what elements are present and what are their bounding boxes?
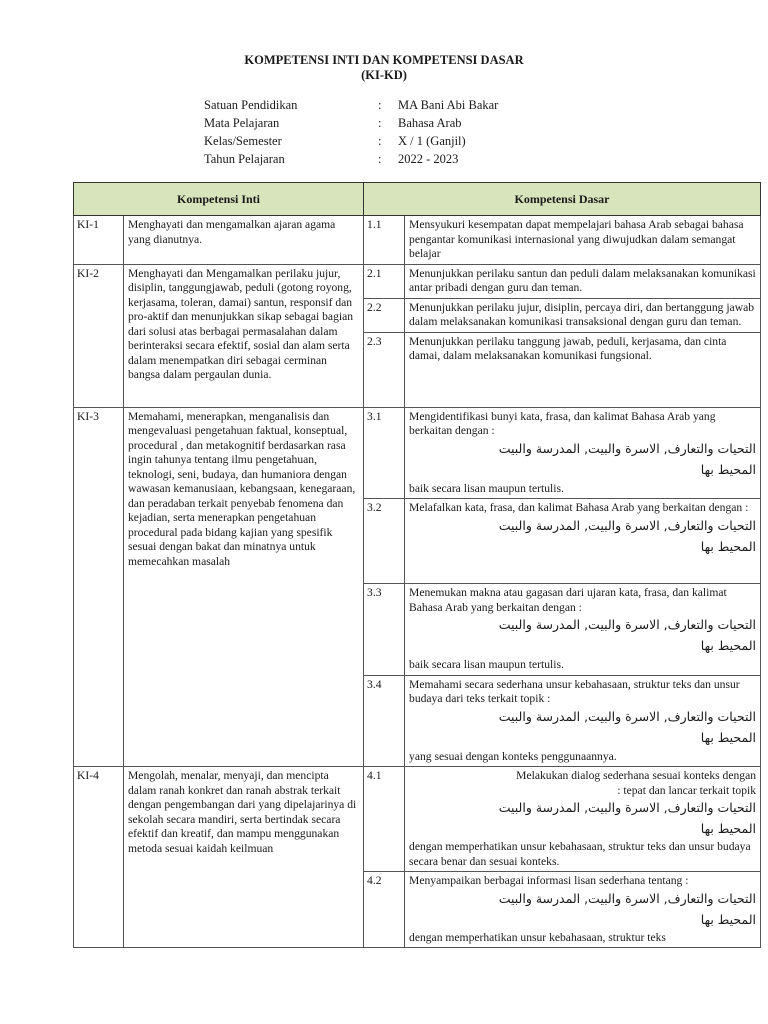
meta-colon: : xyxy=(378,98,382,112)
meta-colon: : xyxy=(378,152,382,166)
ki-code: KI-1 xyxy=(74,216,124,265)
ki-code: KI-2 xyxy=(74,264,124,407)
kd-code: 2.3 xyxy=(364,332,405,407)
kd-cell xyxy=(405,499,761,584)
meta-label: Satuan Pendidikan xyxy=(204,98,298,112)
kd-cell xyxy=(405,767,761,872)
kd-code: 2.1 xyxy=(364,264,405,298)
kd-code: 3.2 xyxy=(364,499,405,584)
kd-code: 3.4 xyxy=(364,675,405,767)
meta-label: Mata Pelajaran xyxy=(204,116,280,130)
kd-text: Melafalkan kata, frasa, dan kalimat Bahasa Arab yang berkaitan dengan : xyxy=(409,501,749,514)
kd-text: Menunjukkan perilaku santun dan peduli dalam melaksanakan komunikasi antar pribadi dengan guru dan teman. xyxy=(405,264,761,298)
kd-cell xyxy=(405,584,761,676)
table-header-row xyxy=(74,183,761,216)
table-row xyxy=(74,264,761,298)
meta-label: Tahun Pelajaran xyxy=(204,152,285,166)
meta-row-mapel xyxy=(204,116,604,134)
meta-block xyxy=(204,98,604,170)
arabic-topics-cont: المحيط بها xyxy=(700,911,757,927)
kd-text: Menyampaikan berbagai informasi lisan sederhana tentang : xyxy=(409,874,689,887)
meta-colon: : xyxy=(378,116,382,130)
document-subtitle: (KI-KD) xyxy=(361,68,407,82)
table-row xyxy=(74,767,761,872)
meta-value: MA Bani Abi Bakar xyxy=(398,98,499,112)
arabic-topics: التحيات والتعارف, الاسرة والبيت, المدرسة والبيت xyxy=(498,617,757,632)
arabic-topics: التحيات والتعارف, الاسرة والبيت, المدرسة والبيت xyxy=(498,800,757,815)
kd-code: 2.2 xyxy=(364,298,405,332)
arabic-topics-cont: المحيط بها xyxy=(700,821,757,836)
kd-text: Mensyukuri kesempatan dapat mempelajari bahasa Arab sebagai bahasa pengantar komunikasi internasional yang diwujudkan dalam semangat belajar xyxy=(405,216,761,265)
kd-code: 4.2 xyxy=(364,872,405,948)
kd-tail: dengan memperhatikan unsur kebahasaan, struktur teks xyxy=(409,930,666,944)
meta-value: Bahasa Arab xyxy=(398,116,462,130)
ki-code: KI-4 xyxy=(74,767,124,948)
kd-tail: yang sesuai dengan konteks penggunaannya. xyxy=(409,749,617,763)
kd-text: Menunjukkan perilaku jujur, disiplin, percaya diri, dan bertanggung jawab dalam melaksanakan komunikasi transaksional dengan guru dan teman. xyxy=(405,298,761,332)
arabic-topics-cont: المحيط بها xyxy=(700,461,757,477)
table-row xyxy=(74,216,761,265)
kd-tail: baik secara lisan maupun tertulis. xyxy=(409,658,564,671)
kd-text: Mengidentifikasi bunyi kata, frasa, dan kalimat Bahasa Arab yang berkaitan dengan : xyxy=(409,409,716,437)
ki-text: Memahami, menerapkan, menganalisis dan mengevaluasi pengetahuan faktual, konseptual, procedural , dan metakognitif berdasarkan rasa ingin tahunya tentang ilmu pengetahuan, teknologi, seni, budaya, dan humaniora dengan wawasan kemanusiaan, kebangsaan, kenegaraan, dan peradaban terkait penyebab fenomena dan kejadian, serta menerapkan pengetahuan procedural pada bidang kajian yang spesifik sesuai dengan bakat dan minatnya untuk memecahkan masalah xyxy=(124,407,364,767)
ki-text: Mengolah, menalar, menyaji, dan mencipta dalam ranah konkret dan ranah abstrak terkait dengan pengembangan dari yang dipelajarinya di sekolah secara mandiri, serta bertindak secara efektif dan kreatif, dan mampu menggunakan metoda sesuai kaidah keilmuan xyxy=(124,767,364,948)
kd-code: 3.3 xyxy=(364,584,405,676)
ki-code: KI-3 xyxy=(74,407,124,767)
arabic-topics: التحيات والتعارف, الاسرة والبيت, المدرسة والبيت xyxy=(498,440,757,456)
ki-kd-table xyxy=(73,182,761,948)
kd-tail: baik secara lisan maupun tertulis. xyxy=(409,481,564,495)
kd-text: Melakukan dialog sederhana sesuai konteks dengan xyxy=(516,769,757,782)
meta-row-tahun xyxy=(204,152,604,170)
header-kompetensi-dasar: Kompetensi Dasar xyxy=(364,183,761,216)
arabic-topics: التحيات والتعارف, الاسرة والبيت, المدرسة والبيت xyxy=(498,890,757,906)
kd-text-cont: : tepat dan lancar terkait topik xyxy=(617,783,757,797)
meta-value: X / 1 (Ganjil) xyxy=(398,134,466,148)
meta-row-kelas xyxy=(204,134,604,152)
arabic-topics-cont: المحيط بها xyxy=(700,638,757,653)
kd-code: 1.1 xyxy=(364,216,405,265)
meta-label: Kelas/Semester xyxy=(204,134,282,148)
ki-text: Menghayati dan Mengamalkan perilaku jujur, disiplin, tanggungjawab, peduli (gotong royong, kerjasama, toleran, damai) santun, responsif dan pro-aktif dan menunjukkan sikap sebagai bagian dari solusi atas berbagai permasalahan dalam berinteraksi secara efektif, sosial dan alam serta dalam menempatkan diri sebagai cerminan bangsa dalam pergaulan dunia. xyxy=(124,264,364,407)
arabic-topics-cont: المحيط بها xyxy=(700,729,757,745)
kd-cell xyxy=(405,407,761,499)
ki-text: Menghayati dan mengamalkan ajaran agama yang dianutnya. xyxy=(124,216,364,265)
kd-tail: dengan memperhatikan unsur kebahasaan, struktur teks dan unsur budaya secara benar dan sesuai konteks. xyxy=(409,840,751,868)
kd-text: Menemukan makna atau gagasan dari ujaran kata, frasa, dan kalimat Bahasa Arab yang berkaitan dengan : xyxy=(409,586,727,614)
meta-colon: : xyxy=(378,134,382,148)
meta-value: 2022 - 2023 xyxy=(398,152,459,166)
table-row xyxy=(74,407,761,499)
document-title: KOMPETENSI INTI DAN KOMPETENSI DASAR xyxy=(244,53,524,67)
header-kompetensi-inti: Kompetensi Inti xyxy=(74,183,364,216)
kd-cell xyxy=(405,872,761,948)
arabic-topics: التحيات والتعارف, الاسرة والبيت, المدرسة والبيت xyxy=(498,708,757,724)
arabic-topics-cont: المحيط بها xyxy=(700,538,757,554)
kd-text: Menunjukkan perilaku tanggung jawab, peduli, kerjasama, dan cinta damai, dalam melaksanakan komunikasi fungsional. xyxy=(405,332,761,407)
kd-cell xyxy=(405,675,761,767)
kd-code: 3.1 xyxy=(364,407,405,499)
arabic-topics: التحيات والتعارف, الاسرة والبيت, المدرسة والبيت xyxy=(498,517,757,533)
kd-text: Memahami secara sederhana unsur kebahasaan, struktur teks dan unsur budaya dari teks terkait topik : xyxy=(409,677,740,705)
kd-code: 4.1 xyxy=(364,767,405,872)
meta-row-satuan xyxy=(204,98,604,116)
